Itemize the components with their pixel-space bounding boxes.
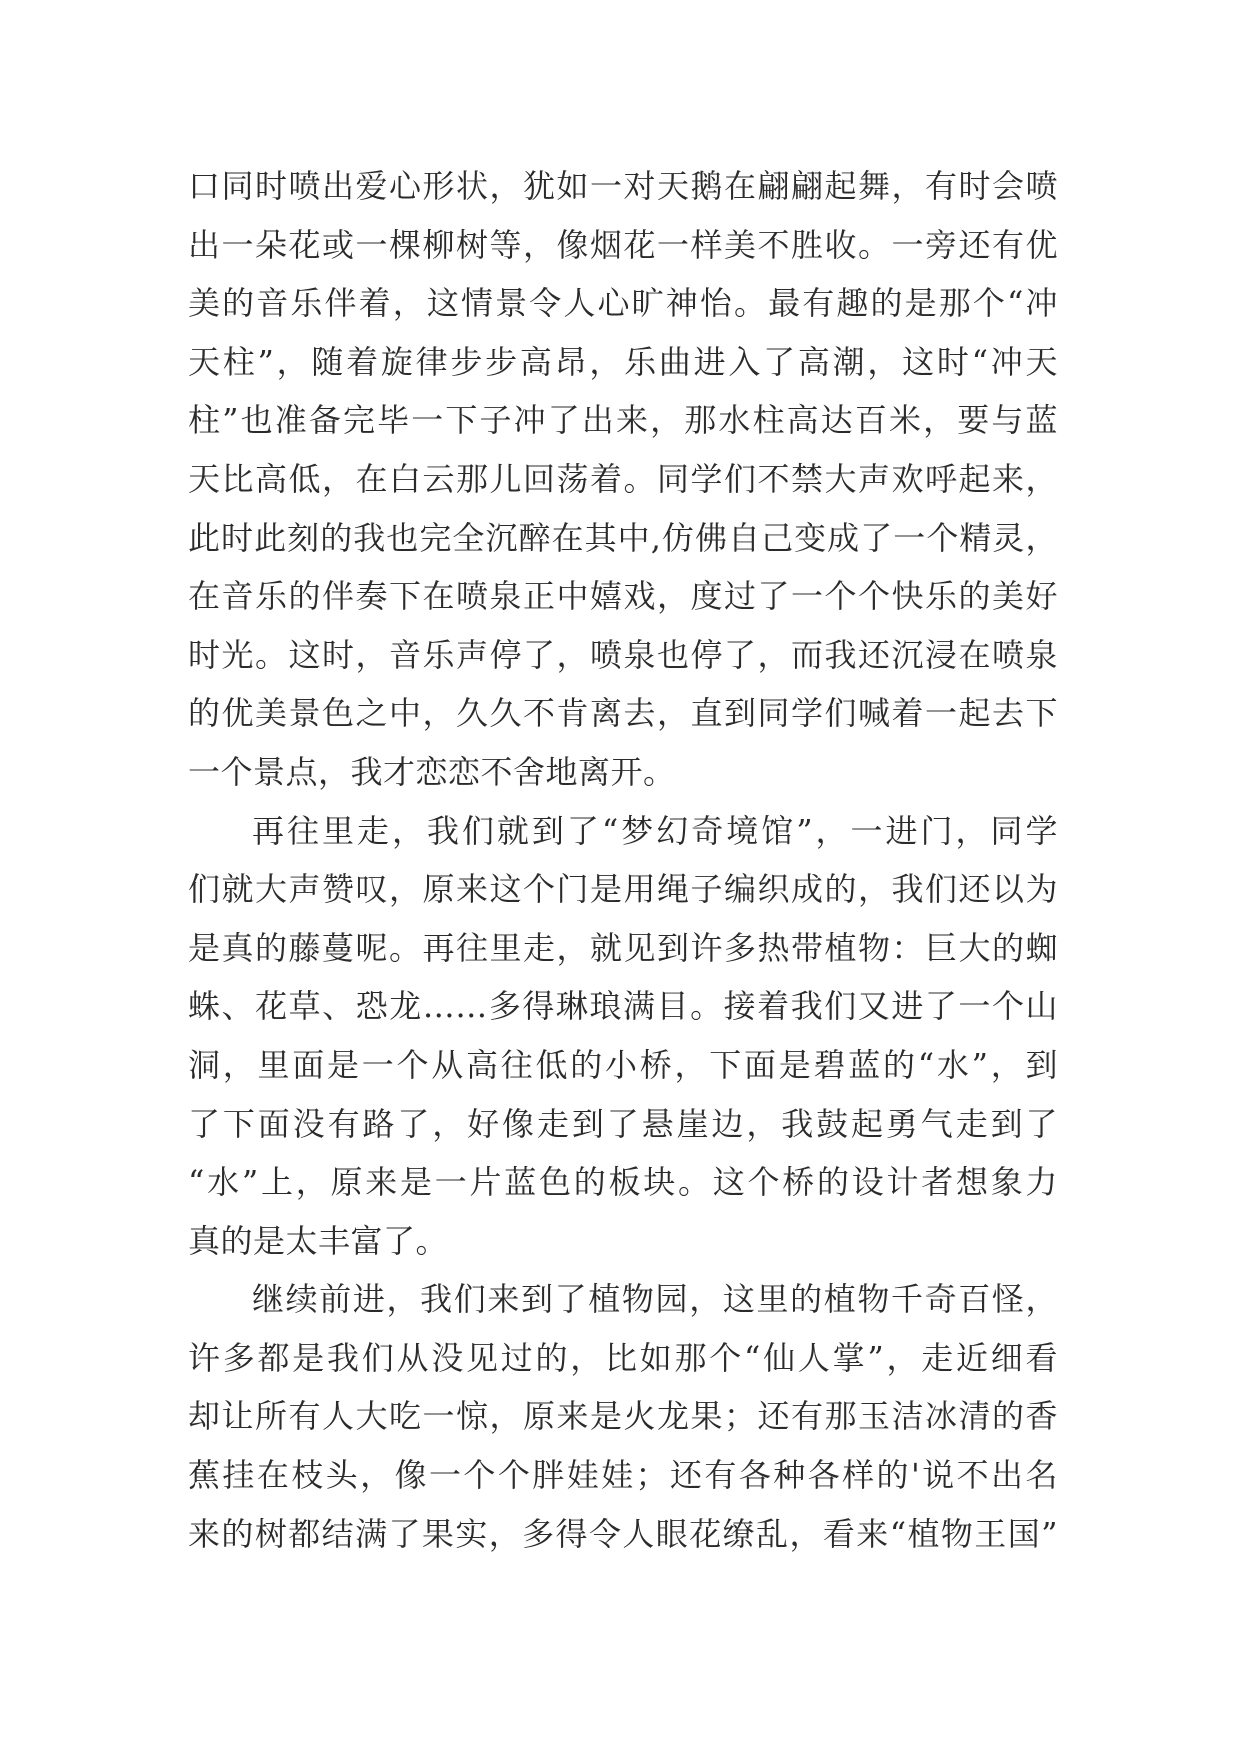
text-line: 蕉挂在枝头，像一个个胖娃娃；还有各种各样的'说不出名 <box>188 1456 1058 1495</box>
text-line: 们就大声赞叹，原来这个门是用绳子编织成的，我们还以为 <box>188 870 1058 909</box>
text-line: 的优美景色之中，久久不肯离去，直到同学们喊着一起去下 <box>188 694 1058 733</box>
paragraph-end-line: 真的是太丰富了。 <box>188 1221 449 1260</box>
text-line: 天柱”，随着旋律步步高昂，乐曲进入了高潮，这时“冲天 <box>188 342 1058 381</box>
text-line: 了下面没有路了，好像走到了悬崖边，我鼓起勇气走到了 <box>188 1104 1058 1143</box>
text-line: 美的音乐伴着，这情景令人心旷神怡。最有趣的是那个“冲 <box>188 284 1058 323</box>
text-line: 却让所有人大吃一惊，原来是火龙果；还有那玉洁冰清的香 <box>188 1397 1058 1436</box>
body-text <box>188 157 1058 1563</box>
text-line: 是真的藤蔓呢。再往里走，就见到许多热带植物：巨大的蜘 <box>188 928 1058 967</box>
paragraph-start-line: 再往里走，我们就到了“梦幻奇境馆”，一进门，同学 <box>252 811 1058 850</box>
paragraph-end-line: 一个景点，我才恋恋不舍地离开。 <box>188 752 676 791</box>
text-line: 在音乐的伴奏下在喷泉正中嬉戏，度过了一个个快乐的美好 <box>188 577 1058 616</box>
text-line: 天比高低，在白云那儿回荡着。同学们不禁大声欢呼起来， <box>188 459 1058 498</box>
text-line: 蛛、花草、恐龙……多得琳琅满目。接着我们又进了一个山 <box>188 987 1058 1026</box>
text-line: 此时此刻的我也完全沉醉在其中,仿佛自己变成了一个精灵， <box>188 518 1058 557</box>
text-line: 洞，里面是一个从高往低的小桥，下面是碧蓝的“水”，到 <box>188 1045 1058 1084</box>
text-line: 来的树都结满了果实，多得令人眼花缭乱，看来“植物王国” <box>188 1514 1058 1553</box>
text-line: 柱”也准备完毕一下子冲了出来，那水柱高达百米，要与蓝 <box>188 401 1058 440</box>
paragraph-start-line: 继续前进，我们来到了植物园，这里的植物千奇百怪， <box>252 1280 1058 1319</box>
text-line: 时光。这时，音乐声停了，喷泉也停了，而我还沉浸在喷泉 <box>188 635 1058 674</box>
text-line: “水”上，原来是一片蓝色的板块。这个桥的设计者想象力 <box>188 1163 1058 1202</box>
text-line: 出一朵花或一棵柳树等，像烟花一样美不胜收。一旁还有优 <box>188 225 1058 264</box>
text-line: 许多都是我们从没见过的，比如那个“仙人掌”，走近细看 <box>188 1338 1058 1377</box>
text-line: 口同时喷出爱心形状，犹如一对天鹅在翩翩起舞，有时会喷 <box>188 167 1058 205</box>
